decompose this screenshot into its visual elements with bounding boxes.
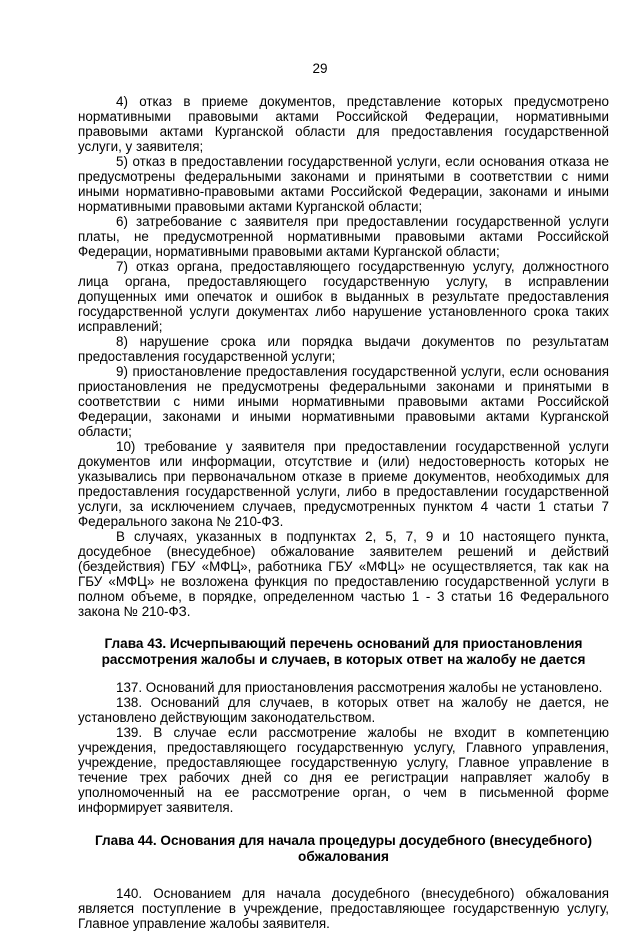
mfc-exceptions-paragraph: В случаях, указанных в подпунктах 2, 5, 7, 9 и 10 настоящего пункта, досудебное (внесудебное) обжалование заявителем решений и действий (бездействия) ГБУ «МФЦ», работника ГБУ «МФЦ» не осуществляется, так как на ГБУ «МФЦ» не возложена функция по предоставлению государственной услуги в полном объеме, в порядке, определенном частью 1 - 3 статьи 16 Федерального закона № 210-ФЗ. [78, 529, 609, 619]
clause-140: 140. Основанием для начала досудебного (внесудебного) обжалования является поступление в учреждение, предоставляющее государственную услугу, Главное управление жалобы заявителя. [78, 886, 609, 931]
list-item-10: 10) требование у заявителя при предоставлении государственной услуги документов или информации, отсутствие и (или) недостоверность которых не указывались при первоначальном отказе в приеме документов, необходимых для предоставления государственной услуги, либо в предоставлении государственной услуги, за исключением случаев, предусмотренных пунктом 4 части 1 статьи 7 Федерального закона № 210-ФЗ. [78, 439, 609, 529]
list-item-7: 7) отказ органа, предоставляющего государственную услугу, должностного лица органа, предоставляющего государственную услугу, в исправлении допущенных ими опечаток и ошибок в выданных в результате предоставления государственной услуги документах либо нарушение установленного срока таких исправлений; [78, 259, 609, 334]
list-item-5: 5) отказ в предоставлении государственной услуги, если основания отказа не предусмотрены федеральными законами и принятыми в соответствии с ними иными нормативно-правовыми актами Российской Федерации, законами и иными нормативными правовыми актами Курганской области; [78, 154, 609, 214]
clause-139: 139. В случае если рассмотрение жалобы не входит в компетенцию учреждения, предоставляющего государственную услугу, Главного управления, учреждение, предоставляющее государственную услугу, Главное управление в течение трех рабочих дней со дня ее регистрации направляет жалобу в уполномоченный на ее рассмотрение орган, о чем в письменной форме информирует заявителя. [78, 725, 609, 815]
document-body [78, 94, 609, 931]
page-number: 29 [312, 61, 328, 76]
list-item-9: 9) приостановление предоставления государственной услуги, если основания приостановления не предусмотрены федеральными законами и принятыми в соответствии с ними иными нормативными правовыми актами Российской Федерации, законами и иными нормативными правовыми актами Курганской области; [78, 364, 609, 439]
list-item-4: 4) отказ в приеме документов, представление которых предусмотрено нормативными правовыми актами Российской Федерации, нормативными правовыми актами Курганской области для предоставления государственной услуги, у заявителя; [78, 94, 609, 154]
list-item-8: 8) нарушение срока или порядка выдачи документов по результатам предоставления государственной услуги; [78, 334, 609, 364]
chapter-43-heading: Глава 43. Исчерпывающий перечень оснований для приостановления рассмотрения жалобы и случаев, в которых ответ на жалобу не дается [101, 636, 586, 667]
chapter-44-heading: Глава 44. Основания для начала процедуры досудебного (внесудебного) обжалования [94, 833, 592, 864]
clause-137: 137. Оснований для приостановления рассмотрения жалобы не установлено. [116, 680, 603, 695]
clause-138: 138. Оснований для случаев, в которых ответ на жалобу не дается, не установлено действующим законодательством. [78, 695, 609, 725]
list-item-6: 6) затребование с заявителя при предоставлении государственной услуги платы, не предусмотренной нормативными правовыми актами Российской Федерации, нормативными правовыми актами Курганской области; [78, 214, 609, 259]
